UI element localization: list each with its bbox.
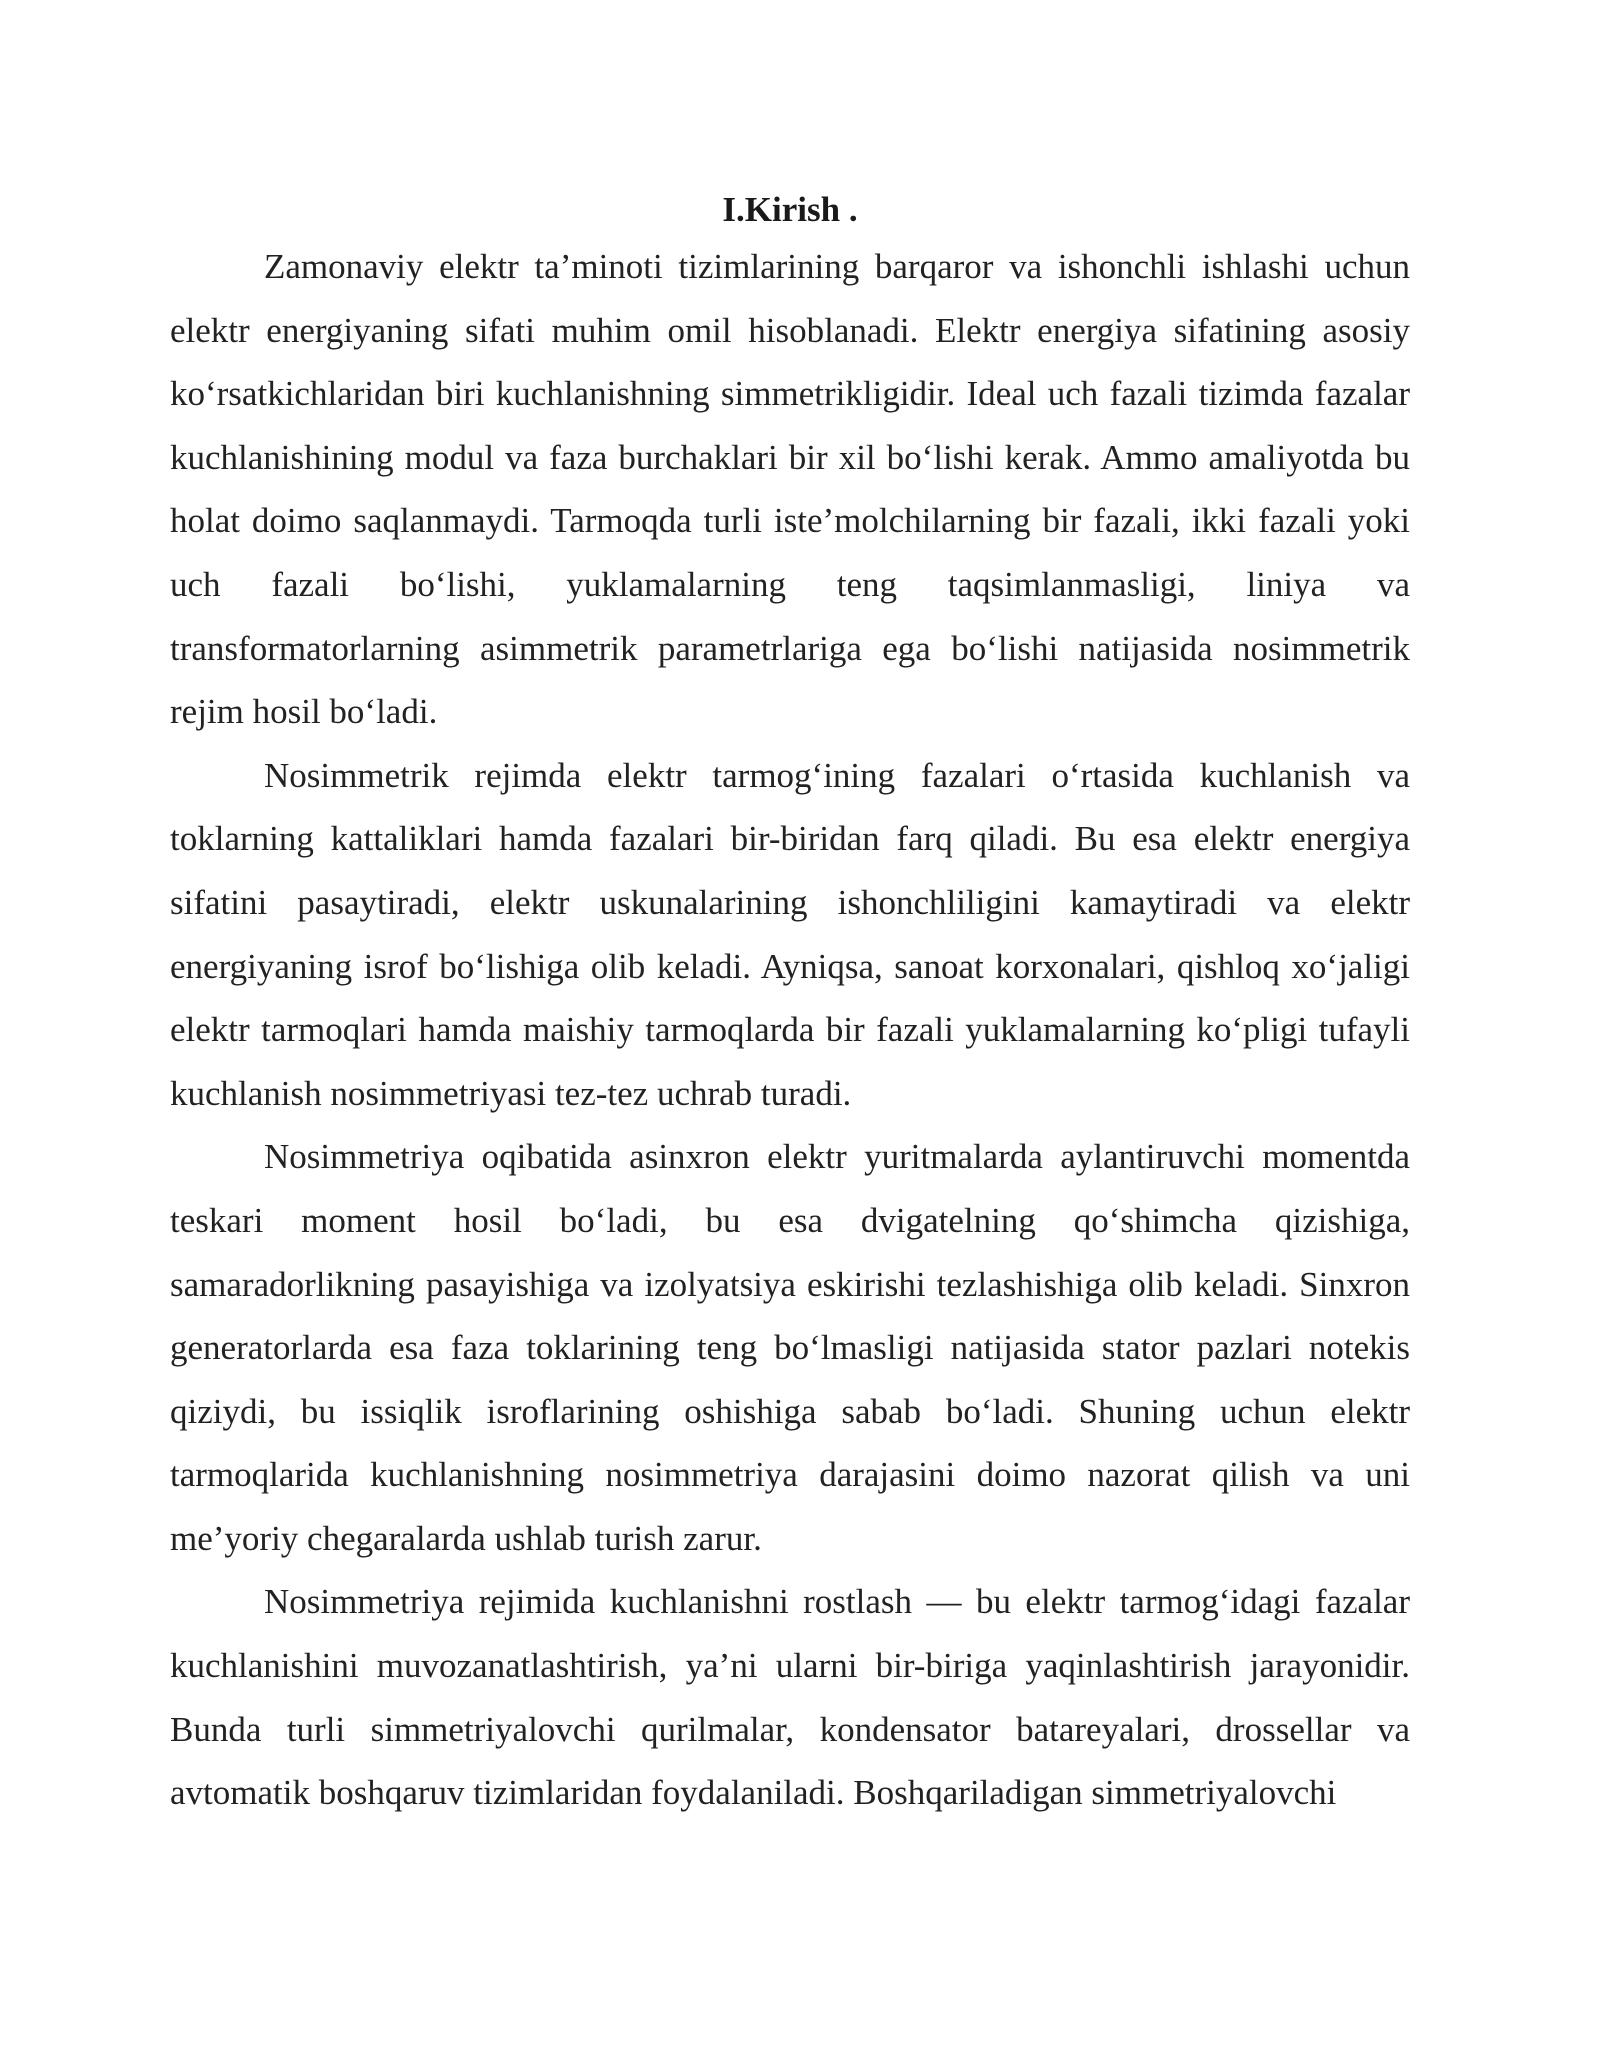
paragraph-2: Nosimmetrik rejimda elektr tarmog‘ining fazalari o‘rtasida kuchlanish va toklarning kattaliklari hamda fazalari bir-biridan farq qiladi. Bu esa elektr energiya sifatini pasaytiradi, elektr uskunalarining ishonchliligini kamaytiradi va elektr energiyaning isrof bo‘lishiga olib keladi. Ayniqsa, sanoat korxonalari, qishloq xo‘jaligi elektr tarmoqlari hamda maishiy tarmoqlarda bir fazali yuklamalarning ko‘pligi tufayli kuchlanish nosimmetriyasi tez-tez uchrab turadi. bbox=[170, 755, 1410, 1113]
paragraph-4: Nosimmetriya rejimida kuchlanishni rostlash — bu elektr tarmog‘idagi fazalar kuchlanishini muvozanatlashtirish, ya’ni ularni bir-biriga yaqinlashtirish jarayonidir. Bunda turli simmetriyalovchi qurilmalar, kondensator batareyalari, drossellar va avtomatik boshqaruv tizimlaridan foydalaniladi. Boshqariladigan simmetriyalovchi bbox=[170, 1582, 1410, 1813]
paragraph-1: Zamonaviy elektr ta’minoti tizimlarining barqaror va ishonchli ishlashi uchun elektr energiyaning sifati muhim omil hisoblanadi. Elektr energiya sifatining asosiy ko‘rsatkichlaridan biri kuchlanishning simmetrikligidir. Ideal uch fazali tizimda fazalar kuchlanishining modul va faza burchaklari bir xil bo‘lishi kerak. Ammo amaliyotda bu holat doimo saqlanmaydi. Tarmoqda turli iste’molchilarning bir fazali, ikki fazali yoki uch fazali bo‘lishi, yuklamalarning teng taqsimlanmasligi, liniya va transformatorlarning asimmetrik parametrlariga ega bo‘lishi natijasida nosimmetrik rejim hosil bo‘ladi. bbox=[170, 247, 1410, 732]
document-body bbox=[170, 185, 1410, 1825]
paragraph-3: Nosimmetriya oqibatida asinxron elektr yuritmalarda aylantiruvchi momentda teskari moment hosil bo‘ladi, bu esa dvigatelning qo‘shimcha qizishiga, samaradorlikning pasayishiga va izolyatsiya eskirishi tezlashishiga olib keladi. Sinxron generatorlarda esa faza toklarining teng bo‘lmasligi natijasida stator pazlari notekis qiziydi, bu issiqlik isroflarining oshishiga sabab bo‘ladi. Shuning uchun elektr tarmoqlarida kuchlanishning nosimmetriya darajasini doimo nazorat qilish va uni me’yoriy chegaralarda ushlab turish zarur. bbox=[170, 1137, 1410, 1558]
section-title: I.Kirish . bbox=[722, 190, 858, 229]
